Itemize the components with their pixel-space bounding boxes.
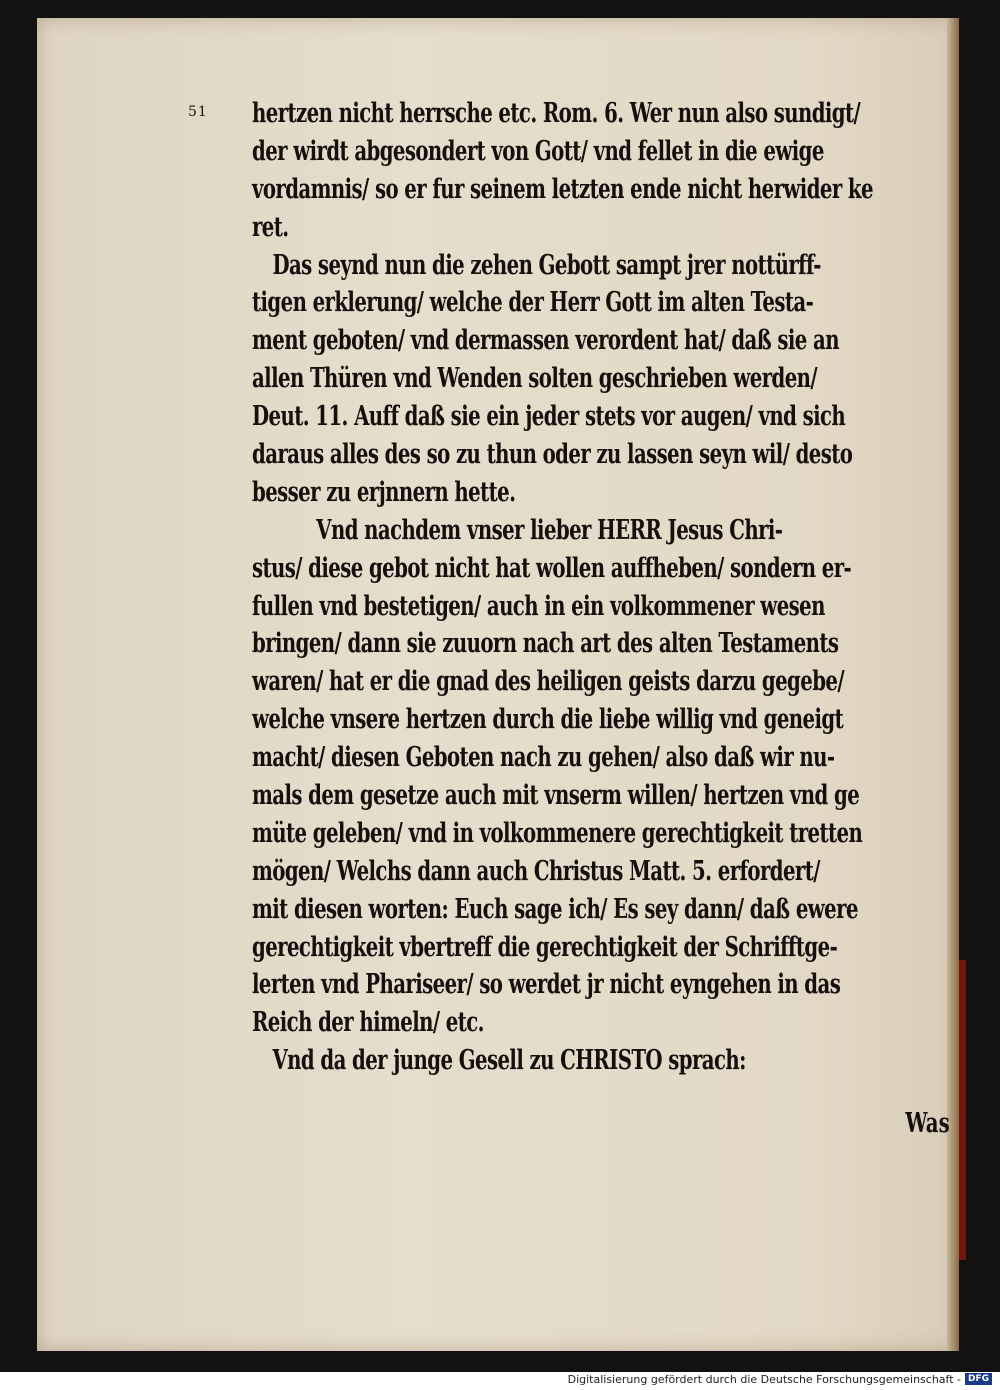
digitization-footer	[568, 1372, 992, 1386]
text-line: Das seynd nun die zehen Gebott sampt jrer nottürff-	[272, 249, 821, 281]
text-line: mögen/ Welchs dann auch Christus Matt. 5. erfordert/	[252, 855, 820, 887]
text-line: mals dem gesetze auch mit vnserm willen/ hertzen vnd ge	[252, 780, 860, 812]
text-line: bringen/ dann sie zuuorn nach art des alten Testaments	[252, 628, 839, 660]
text-line: Deut. 11. Auff daß sie ein jeder stets vor augen/ vnd sich	[252, 401, 846, 433]
text-line: besser zu erjnnern hette.	[252, 476, 516, 508]
text-line: stus/ diese gebot nicht hat wollen auffheben/ sondern er-	[252, 552, 852, 584]
text-line: daraus alles des so zu thun oder zu lassen seyn wil/ desto	[252, 439, 853, 471]
text-line: Vnd da der junge Gesell zu CHRISTO sprach:	[272, 1045, 746, 1077]
text-line: fullen vnd bestetigen/ auch in ein volkommener wesen	[252, 590, 825, 622]
text-line: Reich der himeln/ etc.	[252, 1007, 484, 1039]
text-line: welche vnsere hertzen durch die liebe willig vnd geneigt	[252, 704, 844, 736]
dfg-logo: DFG	[965, 1373, 992, 1385]
text-line: Vnd nachdem vnser lieber HERR Jesus Chri-	[316, 514, 783, 546]
text-line: tigen erklerung/ welche der Herr Gott im alten Testa-	[252, 287, 814, 319]
footer-credit: Digitalisierung gefördert durch die Deutsche Forschungsgemeinschaft -	[567, 1372, 961, 1386]
text-line: der wirdt abgesondert von Gott/ vnd fellet in die ewige	[252, 135, 824, 167]
page-number: 51	[188, 104, 208, 120]
body-text	[252, 95, 952, 1080]
text-line: waren/ hat er die gnad des heiligen geists darzu gegebe/	[252, 666, 844, 698]
text-line: mit diesen worten: Euch sage ich/ Es sey dann/ daß ewere	[252, 893, 858, 925]
text-line: macht/ diesen Geboten nach zu gehen/ also daß wir nu-	[252, 742, 835, 774]
text-line: ret.	[252, 211, 289, 243]
catchword: Was	[905, 1108, 950, 1139]
text-line: ment geboten/ vnd dermassen verordent hat/ daß sie an	[252, 325, 839, 357]
text-line: müte geleben/ vnd in volkommenere gerechtigkeit tretten	[252, 817, 863, 849]
text-line: lerten vnd Phariseer/ so werdet jr nicht eyngehen in das	[252, 969, 841, 1001]
text-line: allen Thüren vnd Wenden solten geschrieben werden/	[252, 363, 818, 395]
text-line: gerechtigkeit vbertreff die gerechtigkeit der Schrifftge-	[252, 931, 838, 963]
book-edge-mark	[959, 960, 966, 1260]
text-line: hertzen nicht herrsche etc. Rom. 6. Wer nun also sundigt/	[252, 98, 861, 129]
text-line: vordamnis/ so er fur seinem letzten ende nicht herwider ke	[252, 173, 873, 205]
